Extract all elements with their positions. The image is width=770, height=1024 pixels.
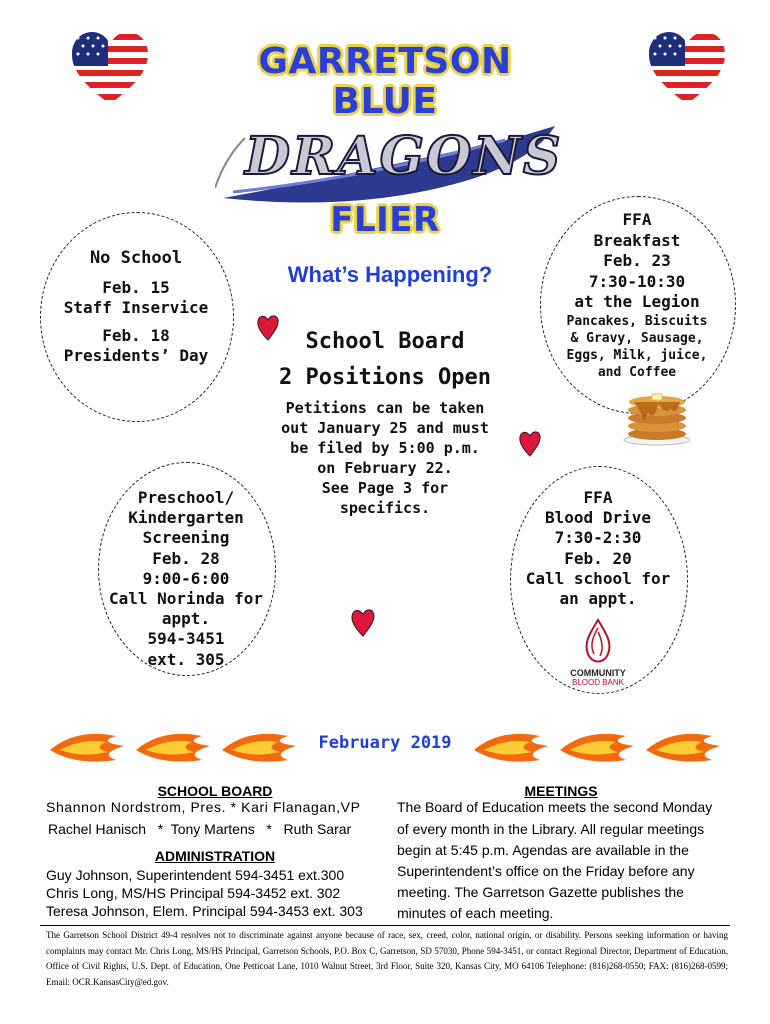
breakfast-date: Feb. 23 xyxy=(603,251,671,270)
preschool-line: Call Norinda for xyxy=(108,589,264,609)
blood-drive-text xyxy=(512,488,684,609)
meetings-line: minutes of each meeting. xyxy=(397,905,554,921)
petition-line: specifics. xyxy=(339,499,431,517)
positions-open: 2 Positions Open xyxy=(279,365,491,390)
preschool-line: Preschool/ xyxy=(137,488,235,507)
preschool-line: Feb. 28 xyxy=(152,548,220,568)
dragons-logo xyxy=(215,118,563,213)
heart-icon xyxy=(518,428,542,458)
school-board-section-heading: SCHOOL BOARD xyxy=(157,783,273,799)
petition-line: on February 22. xyxy=(317,459,453,477)
meetings-line: The Board of Education meets the second Monday xyxy=(397,799,713,815)
breakfast-time: 7:30-10:30 xyxy=(588,271,686,291)
preschool-line: 9:00-6:00 xyxy=(142,568,230,588)
title-flier: FLIER xyxy=(330,200,440,240)
breakfast-menu1: Pancakes, Biscuits xyxy=(566,313,708,329)
no-school-text xyxy=(50,248,222,366)
preschool-line: Kindergarten xyxy=(128,508,244,528)
no-school-date2: Feb. 18 xyxy=(102,326,170,345)
breakfast-menu2: & Gravy, Sausage, xyxy=(570,330,704,346)
blood-drive-line: Feb. 20 xyxy=(564,548,632,568)
footer-divider xyxy=(40,925,730,926)
flag-heart-right-icon xyxy=(647,30,727,110)
no-school-reason1: Staff Inservice xyxy=(63,298,209,317)
title-blue: BLUE xyxy=(332,81,438,122)
school-board-heading: School Board xyxy=(305,329,465,354)
heart-icon xyxy=(350,605,376,639)
board-members-row: Rachel Hanisch * Tony Martens * Ruth Sarar xyxy=(48,821,352,837)
administration-heading: ADMINISTRATION xyxy=(154,848,276,864)
blood-drive-line: an appt. xyxy=(559,589,637,609)
no-school-reason2: Presidents’ Day xyxy=(63,346,209,365)
admin-row: Guy Johnson, Superintendent 594-3451 ext.300 xyxy=(46,867,345,883)
preschool-text xyxy=(100,488,272,670)
blood-drive-line: 7:30-2:30 xyxy=(554,528,642,548)
preschool-line: appt. xyxy=(161,609,211,629)
breakfast-menu3: Eggs, Milk, juice, xyxy=(566,347,708,363)
petition-line: See Page 3 for xyxy=(321,479,449,497)
petition-info xyxy=(262,398,508,518)
blood-drive-line: Blood Drive xyxy=(545,508,651,528)
petition-line: be filed by 5:00 p.m. xyxy=(290,439,480,457)
flames-right-icon xyxy=(470,720,730,770)
blood-bank-name1: COMMUNITY xyxy=(570,668,626,678)
breakfast-org: FFA xyxy=(622,210,652,229)
no-school-date1: Feb. 15 xyxy=(102,278,170,297)
meetings-heading: MEETINGS xyxy=(524,783,598,799)
dragons-logo-text: DRAGONS xyxy=(245,126,563,187)
preschool-line: Screening xyxy=(142,528,230,548)
blood-drive-line: FFA xyxy=(583,488,613,507)
whats-happening-heading: What’s Happening? xyxy=(287,262,493,287)
flames-left-icon xyxy=(46,720,306,770)
petition-line: out January 25 and must xyxy=(281,419,489,437)
breakfast-menu4: and Coffee xyxy=(597,364,677,380)
breakfast-title: Breakfast xyxy=(593,230,681,250)
blood-drive-line: Call school for xyxy=(525,568,671,588)
blood-bank-name2: BLOOD BANK xyxy=(571,678,624,687)
nondiscrimination-notice: The Garretson School District 49-4 resolves not to discriminate against anyone because of race, sex, creed, color, national origin, or disability. Persons seeking information or having complaints may contact Mr. Chris Long, MS/HS Principal, Garretson Schools, P.O. Box C, Garretson, SD 57030, Phone 594-3451, or contact Regional Director, Department of Education, Office of Civil Rights, U.S. Dept. of Education, One Petticoat Lane, 1010 Walnut Street, 3rd Floor, Suite 320, Kansas City, MO 64106 Telephone: (816)268-0550; FAX: (816)268-0599; Email: OCR.KansasCity@ed.gov. xyxy=(46,930,728,987)
breakfast-location: at the Legion xyxy=(574,292,700,311)
pancakes-icon xyxy=(622,382,692,446)
meetings-line: of every month in the Library. All regular meetings xyxy=(397,821,705,837)
no-school-heading: No School xyxy=(89,248,183,268)
admin-row: Chris Long, MS/HS Principal 594-3452 ext. 302 xyxy=(46,885,341,901)
breakfast-text xyxy=(548,210,726,381)
preschool-line: 594-3451 xyxy=(147,629,225,649)
flag-heart-left-icon xyxy=(70,30,150,110)
preschool-line: ext. 305 xyxy=(147,649,225,669)
title-garretson: GARRETSON xyxy=(258,41,512,82)
admin-row: Teresa Johnson, Elem. Principal 594-3453 ext. 303 xyxy=(46,903,363,919)
board-members-row: Shannon Nordstrom, Pres. * Kari Flanagan,VP xyxy=(46,799,361,815)
petition-line: Petitions can be taken xyxy=(285,399,485,417)
community-blood-bank-logo xyxy=(556,618,640,704)
meetings-line: Superintendent’s office on the Friday before any xyxy=(397,863,695,879)
meetings-line: begin at 5:45 p.m. Agendas are available in the xyxy=(397,842,689,858)
meetings-line: meeting. The Garretson Gazette publishes the xyxy=(397,884,684,900)
issue-date: February 2019 xyxy=(318,733,452,753)
